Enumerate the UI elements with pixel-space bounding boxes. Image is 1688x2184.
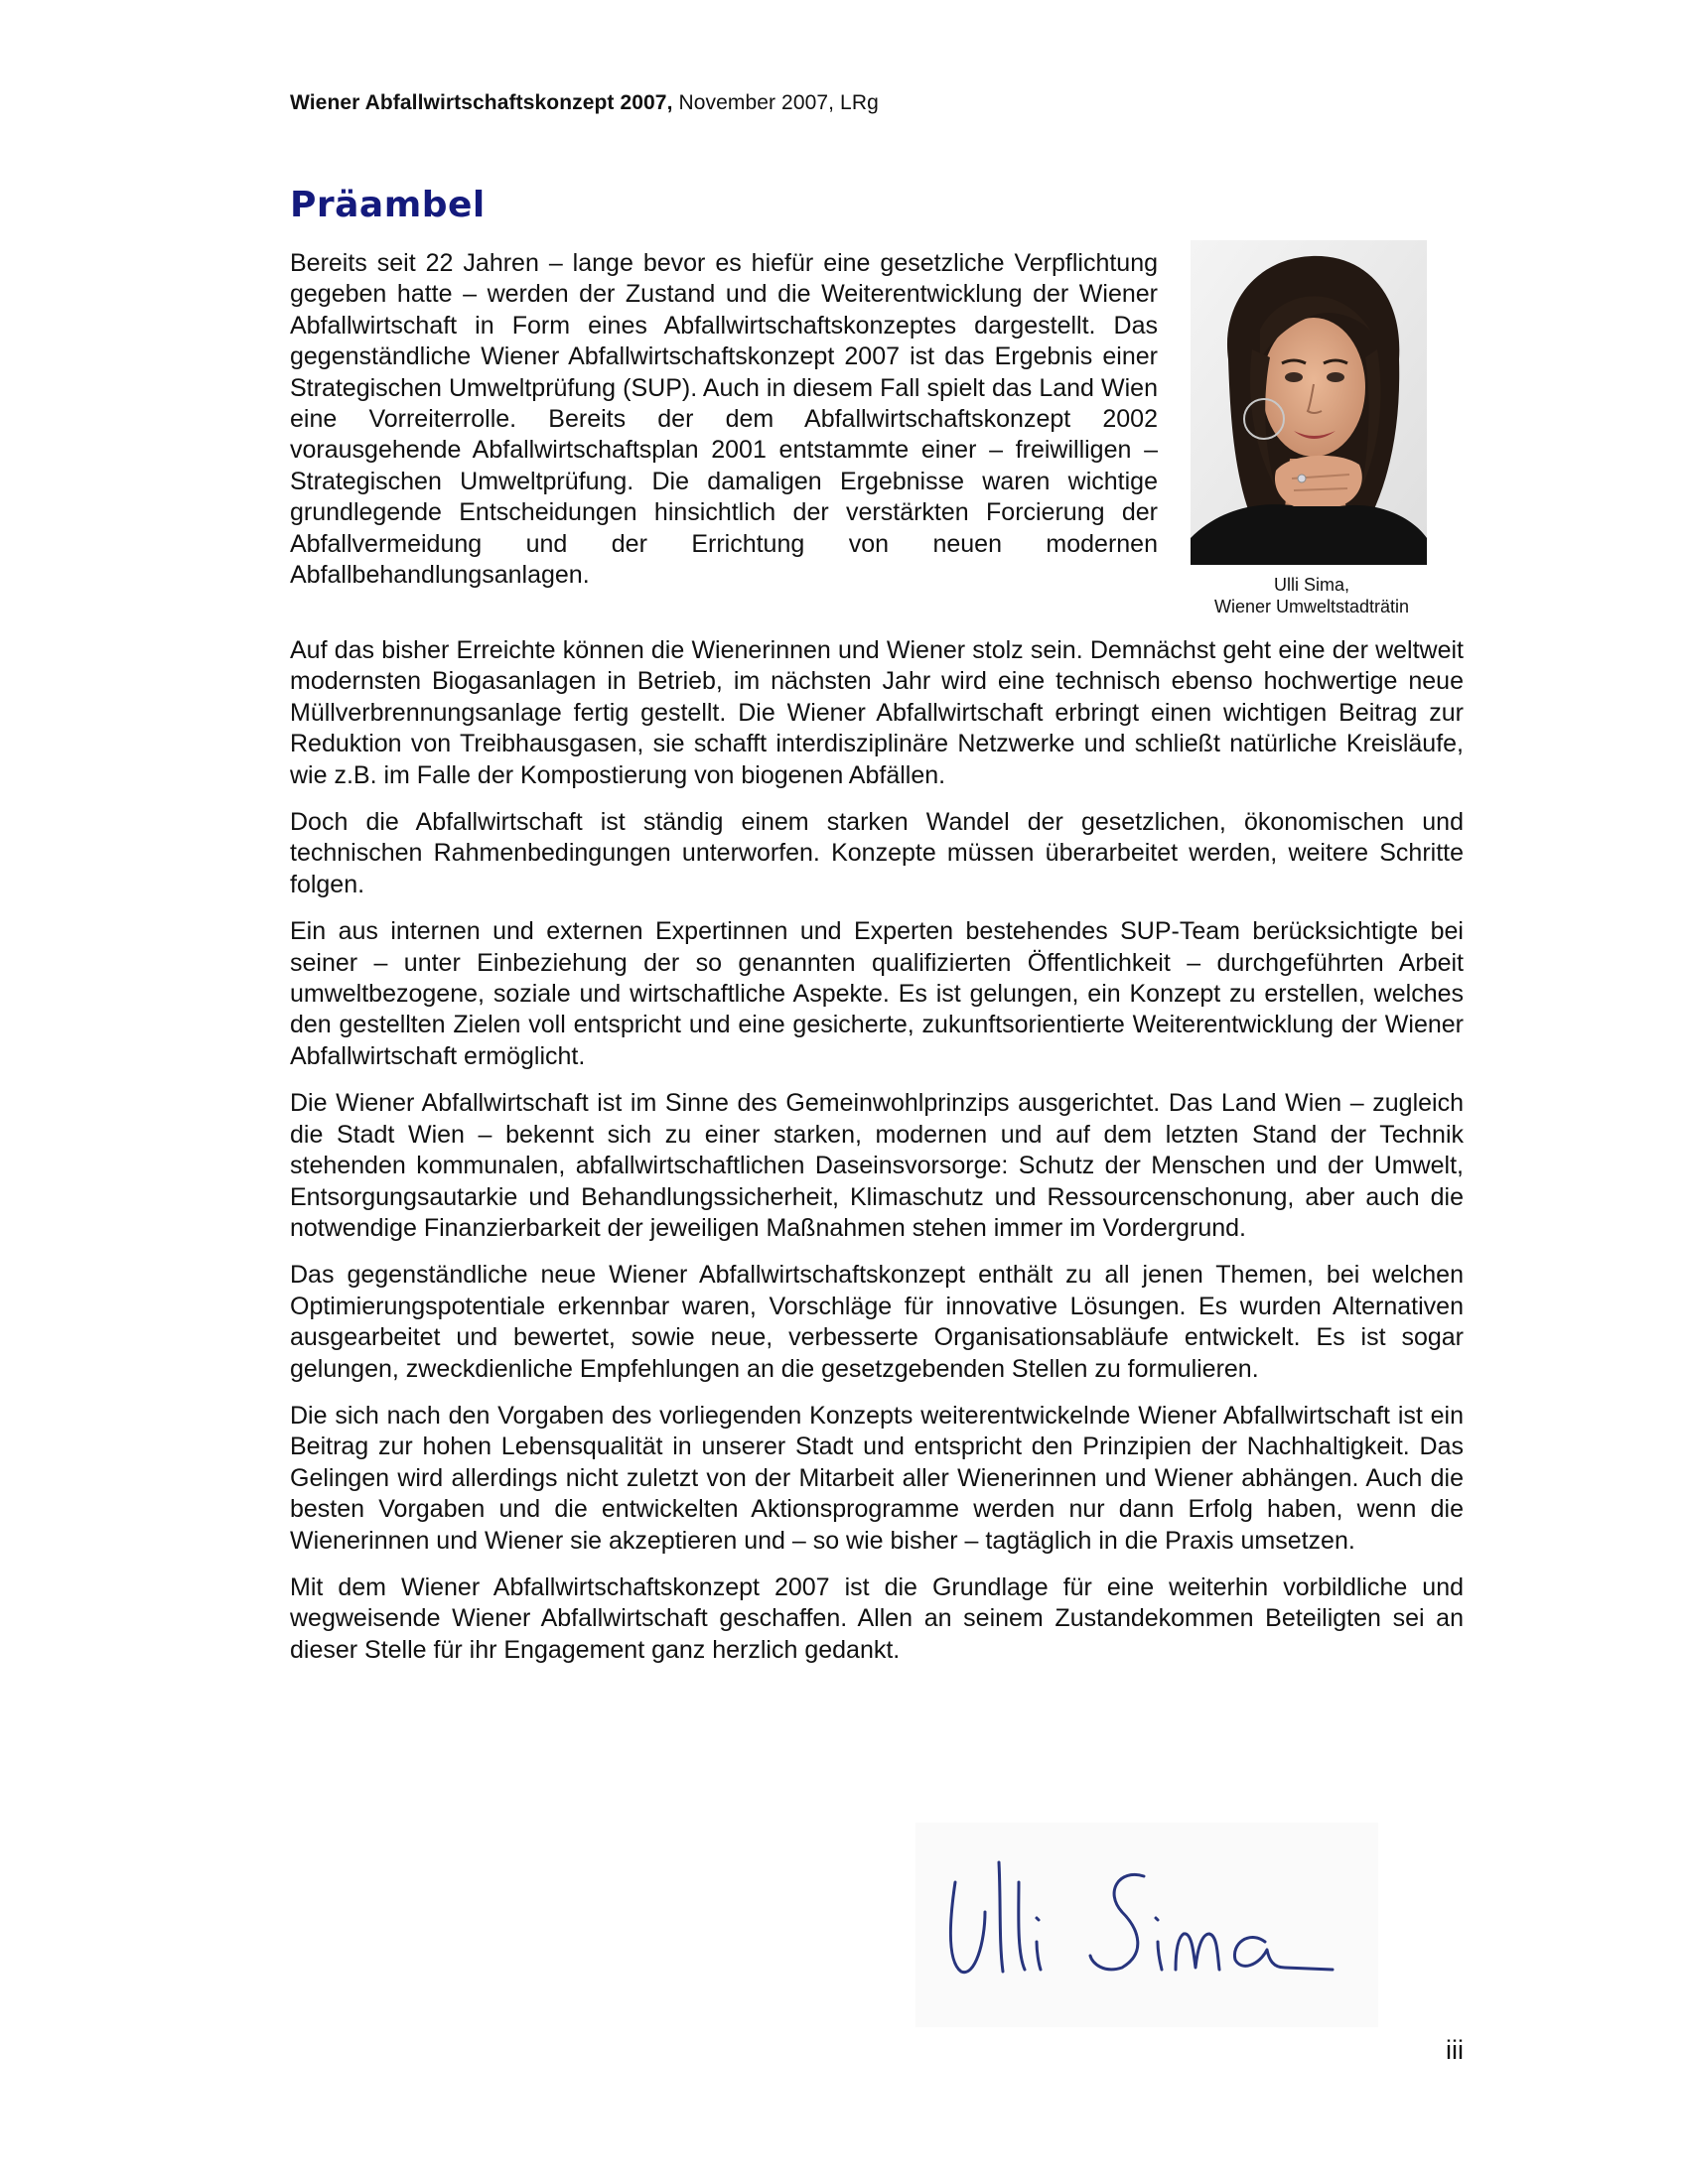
header-document-meta: November 2007, LRg [672,91,879,114]
paragraph: Das gegenständliche neue Wiener Abfallwirtschaftskonzept enthält zu all jenen Themen, bei welchen Optimierungspotentiale erkennbar waren, Vorschläge für innovative Lösungen. Es wurden Alternativen ausgearbeitet und bewertet, sowie neue, verbesserte Organisationsabläufe entwickelt. Es ist sogar gelungen, zweckdienliche Empfehlungen an die gesetzgebenden Stellen zu formulieren. [290,1261,1464,1383]
paragraph: Die sich nach den Vorgaben des vorliegenden Konzepts weiterentwickelnde Wiener Abfallwirtschaft ist ein Beitrag zur hohen Lebensqualität in unserer Stadt und entspricht den Prinzipien der Nachhaltigkeit. Das Gelingen wird allerdings nicht zuletzt von der Mitarbeit aller Wienerinnen und Wiener abhängen. Auch die besten Vorgaben und die entwickelten Aktionsprogramme werden nur dann Erfolg haben, wenn die Wienerinnen und Wiener sie akzeptieren und – so wie bisher – tagtäglich in die Praxis umsetzen. [290,1401,1464,1555]
page-title: Präambel [290,185,486,225]
paragraph: Ein aus internen und externen Expertinnen und Experten bestehendes SUP-Team berücksichtigte bei seiner – unter Einbeziehung der so genannten qualifizierten Öffentlichkeit – durchgeführten Arbeit umweltbezogene, soziale und wirtschaftliche Aspekte. Es ist gelungen, ein Konzept zu erstellen, welches den gestellten Zielen voll entspricht und eine gesicherte, zukunftsorientierte Weiterentwicklung der Wiener Abfallwirtschaft ermöglicht. [290,917,1464,1070]
portrait-image [1191,240,1427,565]
portrait-photo [1191,240,1427,565]
handwritten-signature [915,1823,1378,2027]
caption-role: Wiener Umweltstadträtin [1213,597,1410,616]
header-document-title: Wiener Abfallwirtschaftskonzept 2007, [290,91,673,114]
intro-paragraph: Bereits seit 22 Jahren – lange bevor es hiefür eine gesetzliche Verpflichtung gegeben hatte – werden der Zustand und die Weiterentwicklung der Wiener Abfallwirtschaft in Form eines Abfallwirtschaftskonzeptes dargestellt. Das gegenständliche Wiener Abfallwirtschaftskonzept 2007 ist das Ergebnis einer Strategischen Umweltprüfung (SUP). Auch in diesem Fall spielt das Land Wien eine Vorreiterrolle. Bereits der dem Abfallwirtschaftskonzept 2002 vorausgehende Abfallwirtschaftsplan 2001 entstammte einer – freiwilligen – Strategischen Umweltprüfung. Die damaligen Ergebnisse waren wichtige grundlegende Entscheidungen hinsichtlich der verstärkten Forcierung der Abfallvermeidung und der Errichtung von neuen modernen Abfallbehandlungsanlagen. [290,249,1158,590]
caption-name: Ulli Sima, [1273,575,1349,595]
paragraph: Doch die Abfallwirtschaft ist ständig einem starken Wandel der gesetzlichen, ökonomischen und technischen Rahmenbedingungen unterworfen. Konzepte müssen überarbeitet werden, weitere Schritte folgen. [290,808,1464,898]
photo-caption [1188,574,1436,617]
paragraph: Mit dem Wiener Abfallwirtschaftskonzept 2007 ist die Grundlage für eine weiterhin vorbildliche und wegweisende Wiener Abfallwirtschaft geschaffen. Allen an seinem Zustandekommen Beteiligten sei an dieser Stelle für ihr Engagement ganz herzlich gedankt. [290,1572,1464,1664]
paragraph: Auf das bisher Erreichte können die Wienerinnen und Wiener stolz sein. Demnächst geht eine der weltweit modernsten Biogasanlagen in Betrieb, im nächsten Jahr wird eine technisch ebenso hochwertige neue Müllverbrennungsanlage fertig gestellt. Die Wiener Abfallwirtschaft erbringt einen wichtigen Beitrag zur Reduktion von Treibhausgasen, sie schafft interdisziplinäre Netzwerke und schließt natürliche Kreisläufe, wie z.B. im Falle der Kompostierung von biogenen Abfällen. [290,636,1464,789]
paragraph: Die Wiener Abfallwirtschaft ist im Sinne des Gemeinwohlprinzips ausgerichtet. Das Land Wien – zugleich die Stadt Wien – bekennt sich zu einer starken, modernen und auf dem letzten Stand der Technik stehenden kommunalen, abfallwirtschaftlichen Daseinsvorsorge: Schutz der Menschen und der Umwelt, Entsorgungsautarkie und Behandlungssicherheit, Klimaschutz und Ressourcenschonung, aber auch die notwendige Finanzierbarkeit der jeweiligen Maßnahmen stehen immer im Vordergrund. [290,1089,1464,1242]
running-header [290,91,879,115]
body-text [290,635,1464,1682]
page-number: iii [1446,2035,1464,2065]
